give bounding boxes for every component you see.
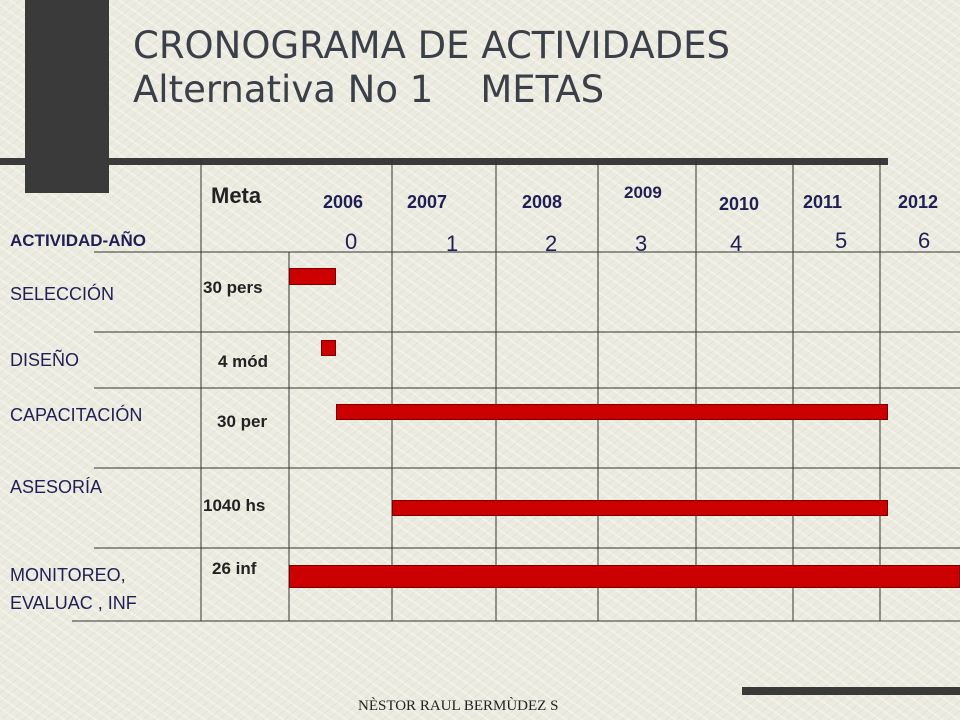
year-2010: 2010 [719,194,760,214]
year-2009: 2009 [624,183,662,202]
slide-title [133,24,730,112]
activity-header: ACTIVIDAD-AÑO [10,231,146,250]
period-2: 2 [545,231,558,256]
period-6: 6 [918,228,931,253]
period-3: 3 [635,231,648,256]
gantt-bar-capacitacion [336,404,888,420]
meta-monitoreo: 26 inf [212,559,257,578]
period-5: 5 [835,228,848,253]
activity-monitoreo: MONITOREO, [10,565,126,585]
meta-diseno: 4 mód [218,352,269,371]
title-line-2: Alternativa No 1 METAS [133,68,605,111]
gantt-bar-asesoria [392,500,888,516]
decorative-bottom-rule [742,687,960,695]
meta-asesoria: 1040 hs [203,496,266,515]
meta-header: Meta [211,183,262,208]
activity-monitoreo-line2: EVALUAC , INF [10,593,137,613]
gantt-bar-monitoreo [289,565,960,588]
decorative-rule [0,158,888,165]
period-0: 0 [345,229,358,254]
year-2011: 2011 [803,192,843,212]
year-2007: 2007 [407,192,448,212]
year-2006: 2006 [323,192,364,212]
period-1: 1 [446,231,459,256]
activity-seleccion: SELECCIÓN [10,284,115,304]
meta-capacitacion: 30 per [217,412,268,431]
gantt-bar-diseno [321,340,336,356]
author-footer: NÈSTOR RAUL BERMÙDEZ S [358,698,559,714]
title-line-1: CRONOGRAMA DE ACTIVIDADES [133,24,731,67]
period-4: 4 [730,231,743,256]
year-2012: 2012 [898,192,939,212]
gantt-bar-seleccion [289,268,336,285]
meta-seleccion: 30 pers [203,278,263,297]
activity-asesoria: ASESORÍA [10,477,103,497]
activity-capacitacion: CAPACITACIÓN [10,405,143,425]
activity-diseno: DISEÑO [10,350,80,370]
year-2008: 2008 [522,192,563,212]
